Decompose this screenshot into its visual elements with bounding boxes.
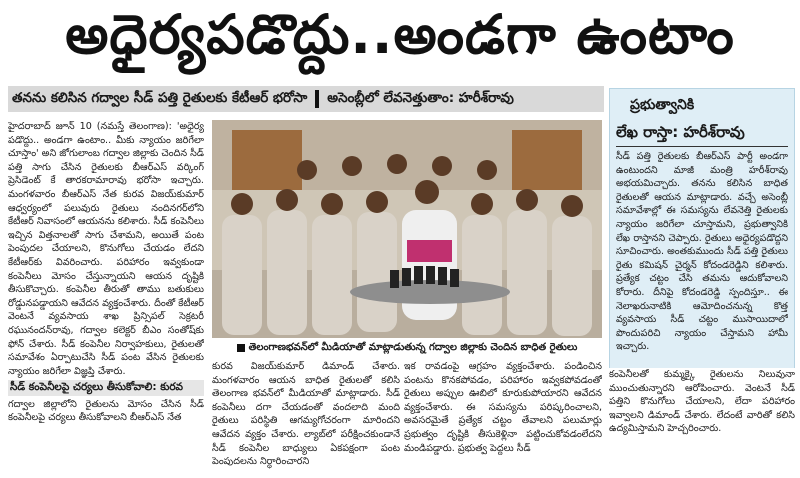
sidebar-lower-text: [609, 368, 795, 472]
sidebar-body: [616, 150, 788, 360]
news-photo: [212, 120, 602, 338]
sidebar-lower-paragraph: కంపెనీలతో కుమ్మక్కై రైతులను నిలువునా ముంచుతున్నారని ఆరోపించారు. వెంటనే సీడ్ పత్తిని కొనుగోలు చేయాలని, లేదా పరిహారం ఇవ్వాలని డిమాండ్ చేశారు. లేదంటే వారితో కలిసి ఉద్యమిస్తామని హెచ్చరించారు.: [609, 369, 795, 435]
headline: అధైర్యపడొద్దు..అండగా ఉంటాం: [65, 2, 735, 66]
sidebar-header: [610, 89, 794, 149]
article-column-1: [8, 120, 204, 460]
sidebar-rule: [616, 146, 788, 147]
photo-caption-text: తెలంగాణభవన్‌లో మీడియాతో మాట్లాడుతున్న గద్వాల జిల్లాకు చెందిన బాధిత రైతులు: [248, 342, 578, 353]
sidebar-paragraph: సీడ్ పత్తి రైతులకు బీఆర్ఎస్ పార్టీ అండగా ఉంటుందని మాజీ మంత్రి హరీశ్‌రావు అభయమిచ్చారు. తనను కలిసిన బాధిత రైతులతో ఆయన మాట్లాడారు. వచ్చే అసెంబ్లీ సమావేశాల్లో ఈ సమస్యను లేవనెత్తి రైతులకు న్యాయం జరిగేలా చూస్తామని, ప్రభుత్వానికి లేఖ రాస్తానని చెప్పారు. రైతులు అధైర్యపడొద్దని సూచించారు. అంతకుముందు సీడ్ పత్తి రైతులు రైతు కమిషన్ చైర్మన్ కోదండరెడ్డిని కలిశారు. ప్రత్యేక చట్టం చేసి తమను ఆదుకోవాలని కోరారు. దీనిపై కోదండరెడ్డి స్పందిస్తూ.. ఈ నెలాఖరునాటికి ఆమోదించనున్న కొత్త వ్యవసాయ సీడ్ చట్టం ముసాయిదాలో పొందుపరిచి న్యాయం చేస్తామని హామీ ఇచ్చారు.: [616, 151, 788, 353]
subheadline-left: తనను కలిసిన గద్వాల సీడ్ పత్తి రైతులకు కేటీఆర్ భరోసా: [12, 89, 308, 106]
sidebar-title-line2: లేఖ రాస్తా: హరీశ్‌రావు: [616, 123, 745, 141]
photo-caption: [212, 339, 602, 357]
subheadline-right: అసెంబ్లీలో లేవనెత్తుతాం: హరీశ్‌రావు: [327, 89, 514, 106]
article-paragraph: హైదరాబాద్ జూన్ 10 (నమస్తే తెలంగాణ): 'అధైర్య పడొద్దు.. అండగా ఉంటాం.. మీకు న్యాయం జరిగేలా చూస్తాం' అని జోగులాంబ గద్వాల జిల్లాకు చెందిన సీడ్ పత్తి సాగు చేసిన రైతులకు బీఆర్ఎస్ వర్కింగ్ ప్రెసిడెంట్ కే తారకరామారావు భరోసా ఇచ్చారు. మంగళవారం బీఆర్ఎస్ నేత కురవ విజయ్‌కుమార్ ఆధ్వర్యంలో పలువురు రైతులు నందినగర్‌లోని కేటీఆర్ నివాసంలో ఆయనను కలిశారు. సీడ్ కంపెనీలు ఇచ్చిన విత్తనాలతో సాగు చేశామని, అయితే పంట పెంపుదల చేయాలని, కొనుగోలు చేయడం లేదని కేటీఆర్‌కు వివరించారు. పరిహారం ఇవ్వకుండా కంపెనీలు మోసం చేస్తున్నాయని ఆయన దృష్టికి తీసుకొచ్చారు. కంపెనీల తీరుతో తాము బతుకులు రోడ్డునపడ్డాయని ఆవేదన వ్యక్తంచేశారు. దీంతో కేటీఆర్ వెంటనే వ్యవసాయ శాఖ ప్రిన్సిపల్ సెక్రటరీ రఘునందన్‌రావు, గద్వాల కలెక్టర్ బీఎం సంతోష్‌కు ఫోన్ చేశారు. సీడ్ కంపెనీల నిర్వాహకులు, రైతులతో సమావేశం ఏర్పాటుచేసి సీడ్ పంట వేసిన రైతులకు న్యాయం జరిగేలా విజ్ఞప్తి చేశారు.: [8, 121, 204, 377]
article-column-2: [212, 360, 400, 472]
sidebar-title-line1: ప్రభుత్వానికి: [630, 97, 695, 113]
article-paragraph: గద్వాల జిల్లాలోని రైతులను మోసం చేసిన సీడ్ కంపెనీలపై చర్యలు తీసుకోవాలని బీఆర్ఎస్ నేత: [8, 398, 204, 424]
article-column-3: [404, 360, 602, 472]
farmers-press-meet-photo: [212, 120, 602, 338]
subheadline-bar: [8, 86, 604, 112]
caption-marker-icon: [237, 344, 245, 352]
article-paragraph: ఇక రావడంపై ఆగ్రహం వ్యక్తంచేశారు. పండించిన పంటను కొనకపోవడం, పరిహారం ఇవ్వకపోవడంతో రైతులు అప్పుల ఊబిలో కూరుకుపోయారని ఆవేదన వ్యక్తంచేశారు. ఈ సమస్యను పరిష్కరించాలని, అవసరమైతే ప్రత్యేక చట్టం తేవాలని పలుమార్లు ప్రభుత్వం దృష్టికి తీసుకెళ్లినా పట్టించుకోవడంలేదని మండిపడ్డారు. ప్రభుత్వ పెద్దలు సీడ్: [404, 361, 602, 454]
article-paragraph: కురవ విజయ్‌కుమార్ డిమాండ్ చేశారు. మంగళవారం ఆయన బాధిత రైతులతో కలిసి తెలంగాణ భవన్‌లో మీడియాతో మాట్లాడారు. సీడ్ కంపెనీలు దగా చేయడంతో వందలాది మంది రైతులు పరిస్థితి ఆగమ్యగోచరంగా మారిందని ఆవేదన వ్యక్తం చేశారు. ల్యాబ్‌లో పరీక్షించకుండానే సీడ్ కంపెనీల బాధ్యులు ఏకపక్షంగా పంట పెంపుదలను నిర్ధారించారని: [212, 361, 400, 468]
article-subhead: సీడ్ కంపెనీలపై చర్యలు తీసుకోవాలి: కురవ: [8, 380, 204, 396]
divider-bar: [315, 90, 319, 108]
